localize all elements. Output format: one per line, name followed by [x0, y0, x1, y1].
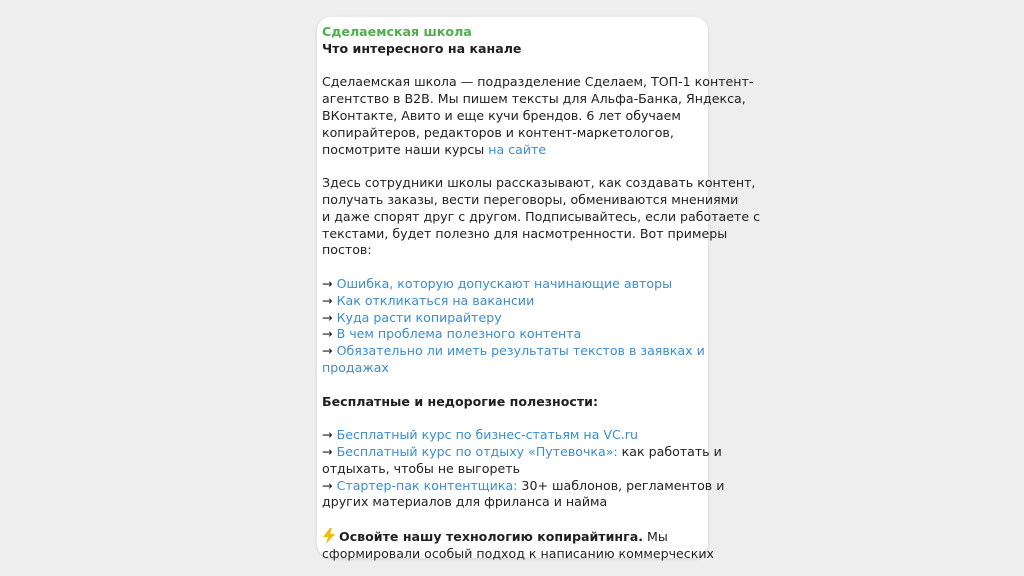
- about-line-4: текстами, будет полезно для насмотренности. Вот примеры: [322, 225, 728, 241]
- post-item-5-cont: [322, 360, 710, 377]
- freebie-item-2: [322, 443, 722, 461]
- post-link-5[interactable]: Обязательно ли иметь результаты текстов в заявках и: [336, 343, 705, 359]
- intro-line-5: [322, 142, 710, 159]
- post-item-3: [322, 310, 710, 327]
- freebie-text-2: как работать и: [617, 443, 722, 459]
- post-link-2[interactable]: Как откликаться на вакансии: [336, 292, 535, 308]
- technology-text: Мы: [642, 528, 668, 544]
- technology-bold: Освойте нашу технологию копирайтинга.: [339, 528, 643, 544]
- lightning-icon: [322, 528, 336, 544]
- technology-line-cont: сформировали особый подход к написанию коммерческих: [322, 545, 714, 561]
- post-item-2: [322, 293, 710, 310]
- freebies-heading: Бесплатные и недорогие полезности:: [322, 393, 599, 409]
- about-line-2: получать заказы, вести переговоры, обмениваются мнениями: [322, 191, 739, 207]
- intro-line-2: агентство в B2B. Мы пишем тексты для Альфа-Банка, Яндекса,: [322, 91, 746, 107]
- arrow-right-icon: →: [322, 343, 333, 359]
- about-line-5: постов:: [322, 242, 372, 258]
- freebie-item-3: [322, 477, 725, 495]
- post-item-1: [322, 276, 710, 293]
- arrow-right-icon: →: [322, 427, 333, 443]
- post-item-4: [322, 326, 710, 343]
- post-link-3[interactable]: Куда расти копирайтеру: [336, 309, 502, 325]
- post-link-4[interactable]: В чем проблема полезного контента: [336, 326, 582, 342]
- arrow-right-icon: →: [322, 292, 333, 308]
- freebie-link-3[interactable]: Стартер-пак контентщика:: [336, 477, 518, 493]
- intro-line-4: копирайтеров, редакторов и контент-маркетологов,: [322, 124, 674, 140]
- channel-name[interactable]: Сделаемская школа: [322, 24, 472, 39]
- about-line-1: Здесь сотрудники школы рассказывают, как создавать контент,: [322, 175, 756, 191]
- arrow-right-icon: →: [322, 443, 333, 459]
- freebie-item-2-cont: отдыхать, чтобы не выгореть: [322, 460, 520, 476]
- intro-line-3: ВКонтакте, Авито и еще кучи брендов. 6 лет обучаем: [322, 107, 681, 123]
- freebie-link-2[interactable]: Бесплатный курс по отдыху «Путевочка»:: [336, 443, 618, 459]
- website-link[interactable]: на сайте: [488, 141, 547, 157]
- freebie-item-1: [322, 427, 710, 444]
- technology-line: [322, 528, 710, 546]
- arrow-right-icon: →: [322, 326, 333, 342]
- channel-description: [322, 24, 761, 563]
- section-heading: Что интересного на канале: [322, 40, 522, 56]
- freebie-link-1[interactable]: Бесплатный курс по бизнес-статьям на VC.ru: [336, 427, 638, 443]
- arrow-right-icon: →: [322, 275, 333, 291]
- intro-line-1: Сделаемская школа — подразделение Сделаем, ТОП-1 контент-: [322, 74, 754, 90]
- freebie-text-3: 30+ шаблонов, регламентов и: [517, 477, 725, 493]
- intro-text: посмотрите наши курсы: [322, 141, 489, 157]
- post-link-1[interactable]: Ошибка, которую допускают начинающие авторы: [336, 275, 673, 291]
- arrow-right-icon: →: [322, 309, 333, 325]
- freebie-item-3-cont: других материалов для фриланса и найма: [322, 494, 608, 510]
- about-line-3: и даже спорят друг с другом. Подписывайтесь, если работаете с: [322, 208, 761, 224]
- arrow-right-icon: →: [322, 477, 333, 493]
- post-link-5-cont[interactable]: продажах: [322, 359, 389, 375]
- channel-info-card: [317, 17, 761, 561]
- post-item-5: [322, 343, 710, 360]
